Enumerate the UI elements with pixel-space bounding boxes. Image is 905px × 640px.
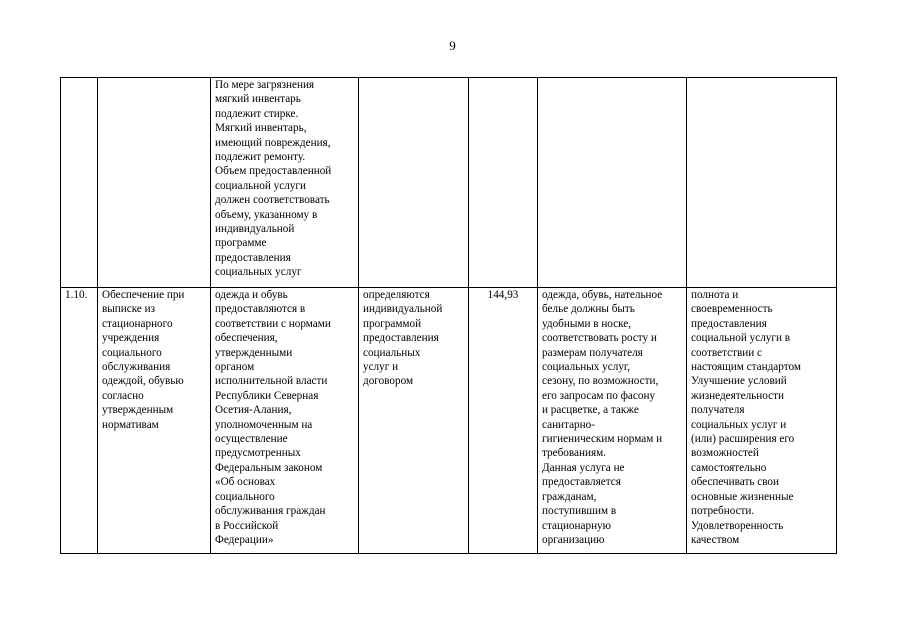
service-name-cell (98, 288, 211, 554)
period-cell (359, 288, 469, 554)
table-row (61, 78, 837, 288)
cell-text-line: предоставления (363, 332, 439, 345)
cell-text-line: предусмотренных (215, 447, 301, 460)
standard-description-cell (211, 78, 359, 288)
cell-text-line: стационарного (102, 317, 173, 330)
row-number-cell (61, 288, 98, 554)
cell-text-line: социальной услуги в (691, 332, 791, 345)
conditions-cell (538, 288, 687, 554)
price-cell (469, 78, 538, 288)
cell-text-line: соответствии с (691, 346, 762, 359)
evaluation-cell (687, 288, 837, 554)
cell-text-line: самостоятельно (691, 461, 767, 474)
cell-text-line: подлежит ремонту. (215, 151, 306, 164)
cell-text-line: мягкий инвентарь (215, 93, 301, 106)
cell-text-line: имеющий повреждения, (215, 136, 331, 149)
cell-text-line: обслуживания граждан (215, 505, 326, 518)
cell-text-line: Данная услуга не (542, 461, 625, 474)
cell-text-line: «Об основах (215, 476, 276, 489)
cell-text-line: программе (215, 237, 267, 250)
table-row (61, 288, 837, 554)
cell-text-line: сезону, по возможности, (542, 375, 659, 388)
cell-text-line: обслуживания (102, 361, 171, 374)
cell-text-line: жизнедеятельности (691, 389, 784, 402)
cell-text-line: Осетия-Алания, (215, 404, 292, 417)
cell-text-line: получателя (691, 404, 745, 417)
cell-text-line: индивидуальной (363, 303, 443, 316)
cell-text-line: потребности. (691, 505, 755, 518)
cell-text-line: социального (215, 490, 275, 503)
cell-text-line: одеждой, обувью (102, 375, 184, 388)
cell-text-line: соответствии с нормами (215, 317, 331, 330)
cell-text-line: Обеспечение при (102, 289, 185, 301)
cell-text-line: 1.10. (65, 289, 88, 301)
cell-text-line: санитарно- (542, 418, 595, 431)
cell-text-line: предоставляются в (215, 303, 306, 316)
conditions-cell (538, 78, 687, 288)
cell-text-line: гигиеническим нормам и (542, 433, 663, 446)
cell-text-line: своевременность (691, 303, 773, 316)
cell-text-line: качеством (691, 533, 740, 546)
cell-text-line: основные жизненные (691, 490, 794, 503)
cell-text-line: его запросам по фасону (542, 389, 656, 402)
cell-text-line: исполнительной власти (215, 375, 328, 388)
cell-text-line: должен соответствовать (215, 194, 330, 207)
cell-text-line: объему, указанному в (215, 208, 318, 221)
cell-text-line: утвержденными (215, 346, 293, 359)
cell-text-line: организацию (542, 533, 605, 546)
price-cell (469, 288, 538, 554)
cell-text-line: обеспечивать свои (691, 476, 779, 489)
cell-text-line: белье должны быть (542, 303, 635, 316)
cell-text-line: индивидуальной (215, 223, 295, 236)
cell-text-line: возможностей (691, 447, 759, 460)
evaluation-cell (687, 78, 837, 288)
cell-text-line: предоставления (691, 317, 767, 330)
cell-text-line: предоставления (215, 251, 291, 264)
cell-text-line: Объем предоставленной (215, 165, 332, 178)
cell-text-line: услуг и (363, 361, 399, 374)
cell-text-line: нормативам (102, 418, 159, 431)
service-name-cell (98, 78, 211, 288)
cell-text-line: размерам получателя (542, 346, 643, 359)
cell-text-line: стационарную (542, 519, 612, 532)
cell-text-line: полнота и (691, 289, 739, 301)
row-number-cell (61, 78, 98, 288)
cell-text-line: предоставляется (542, 476, 621, 489)
cell-text-line: учреждения (102, 332, 160, 345)
cell-text-line: удобными в носке, (542, 317, 632, 330)
period-cell (359, 78, 469, 288)
cell-text-line: По мере загрязнения (215, 79, 315, 91)
cell-text-line: социальной услуги (215, 179, 306, 192)
cell-text-line: Улучшение условий (691, 375, 787, 388)
page-number: 9 (449, 38, 456, 53)
cell-text-line: обеспечения, (215, 332, 278, 345)
cell-text-line: социального (102, 346, 162, 359)
cell-text-line: подлежит стирке. (215, 107, 299, 120)
cell-text-line: программой (363, 317, 422, 330)
cell-text-line: Республики Северная (215, 389, 319, 402)
cell-text-line: Федеральным законом (215, 461, 323, 474)
cell-text-line: утвержденным (102, 404, 174, 417)
cell-text-line: Федерации» (215, 533, 274, 546)
cell-text-line: социальных (363, 346, 421, 359)
cell-text-line: социальных услуг (215, 266, 302, 279)
cell-text-line: в Российской (215, 519, 279, 532)
cell-text-line: 144,93 (487, 289, 519, 301)
cell-text-line: Удовлетворенность (691, 519, 784, 532)
cell-text-line: гражданам, (542, 490, 597, 503)
cell-text-line: соответствовать росту и (542, 332, 657, 345)
cell-text-line: договором (363, 375, 414, 388)
cell-text-line: уполномоченным на (215, 418, 313, 431)
standard-description-cell (211, 288, 359, 554)
cell-text-line: одежда, обувь, нательное (542, 289, 663, 301)
cell-text-line: социальных услуг и (691, 418, 787, 431)
cell-text-line: органом (215, 361, 255, 374)
cell-text-line: согласно (102, 389, 144, 402)
cell-text-line: социальных услуг, (542, 361, 631, 374)
cell-text-line: настоящим стандартом (691, 361, 801, 374)
cell-text-line: осуществление (215, 433, 288, 446)
cell-text-line: определяются (363, 289, 430, 301)
cell-text-line: выписке из (102, 303, 156, 316)
cell-text-line: и расцветке, а также (542, 404, 639, 417)
cell-text-line: одежда и обувь (215, 289, 288, 301)
cell-text-line: требованиям. (542, 447, 606, 460)
cell-text-line: (или) расширения его (691, 433, 795, 446)
cell-text-line: поступившим в (542, 505, 617, 518)
services-table (60, 77, 837, 554)
cell-text-line: Мягкий инвентарь, (215, 122, 307, 135)
